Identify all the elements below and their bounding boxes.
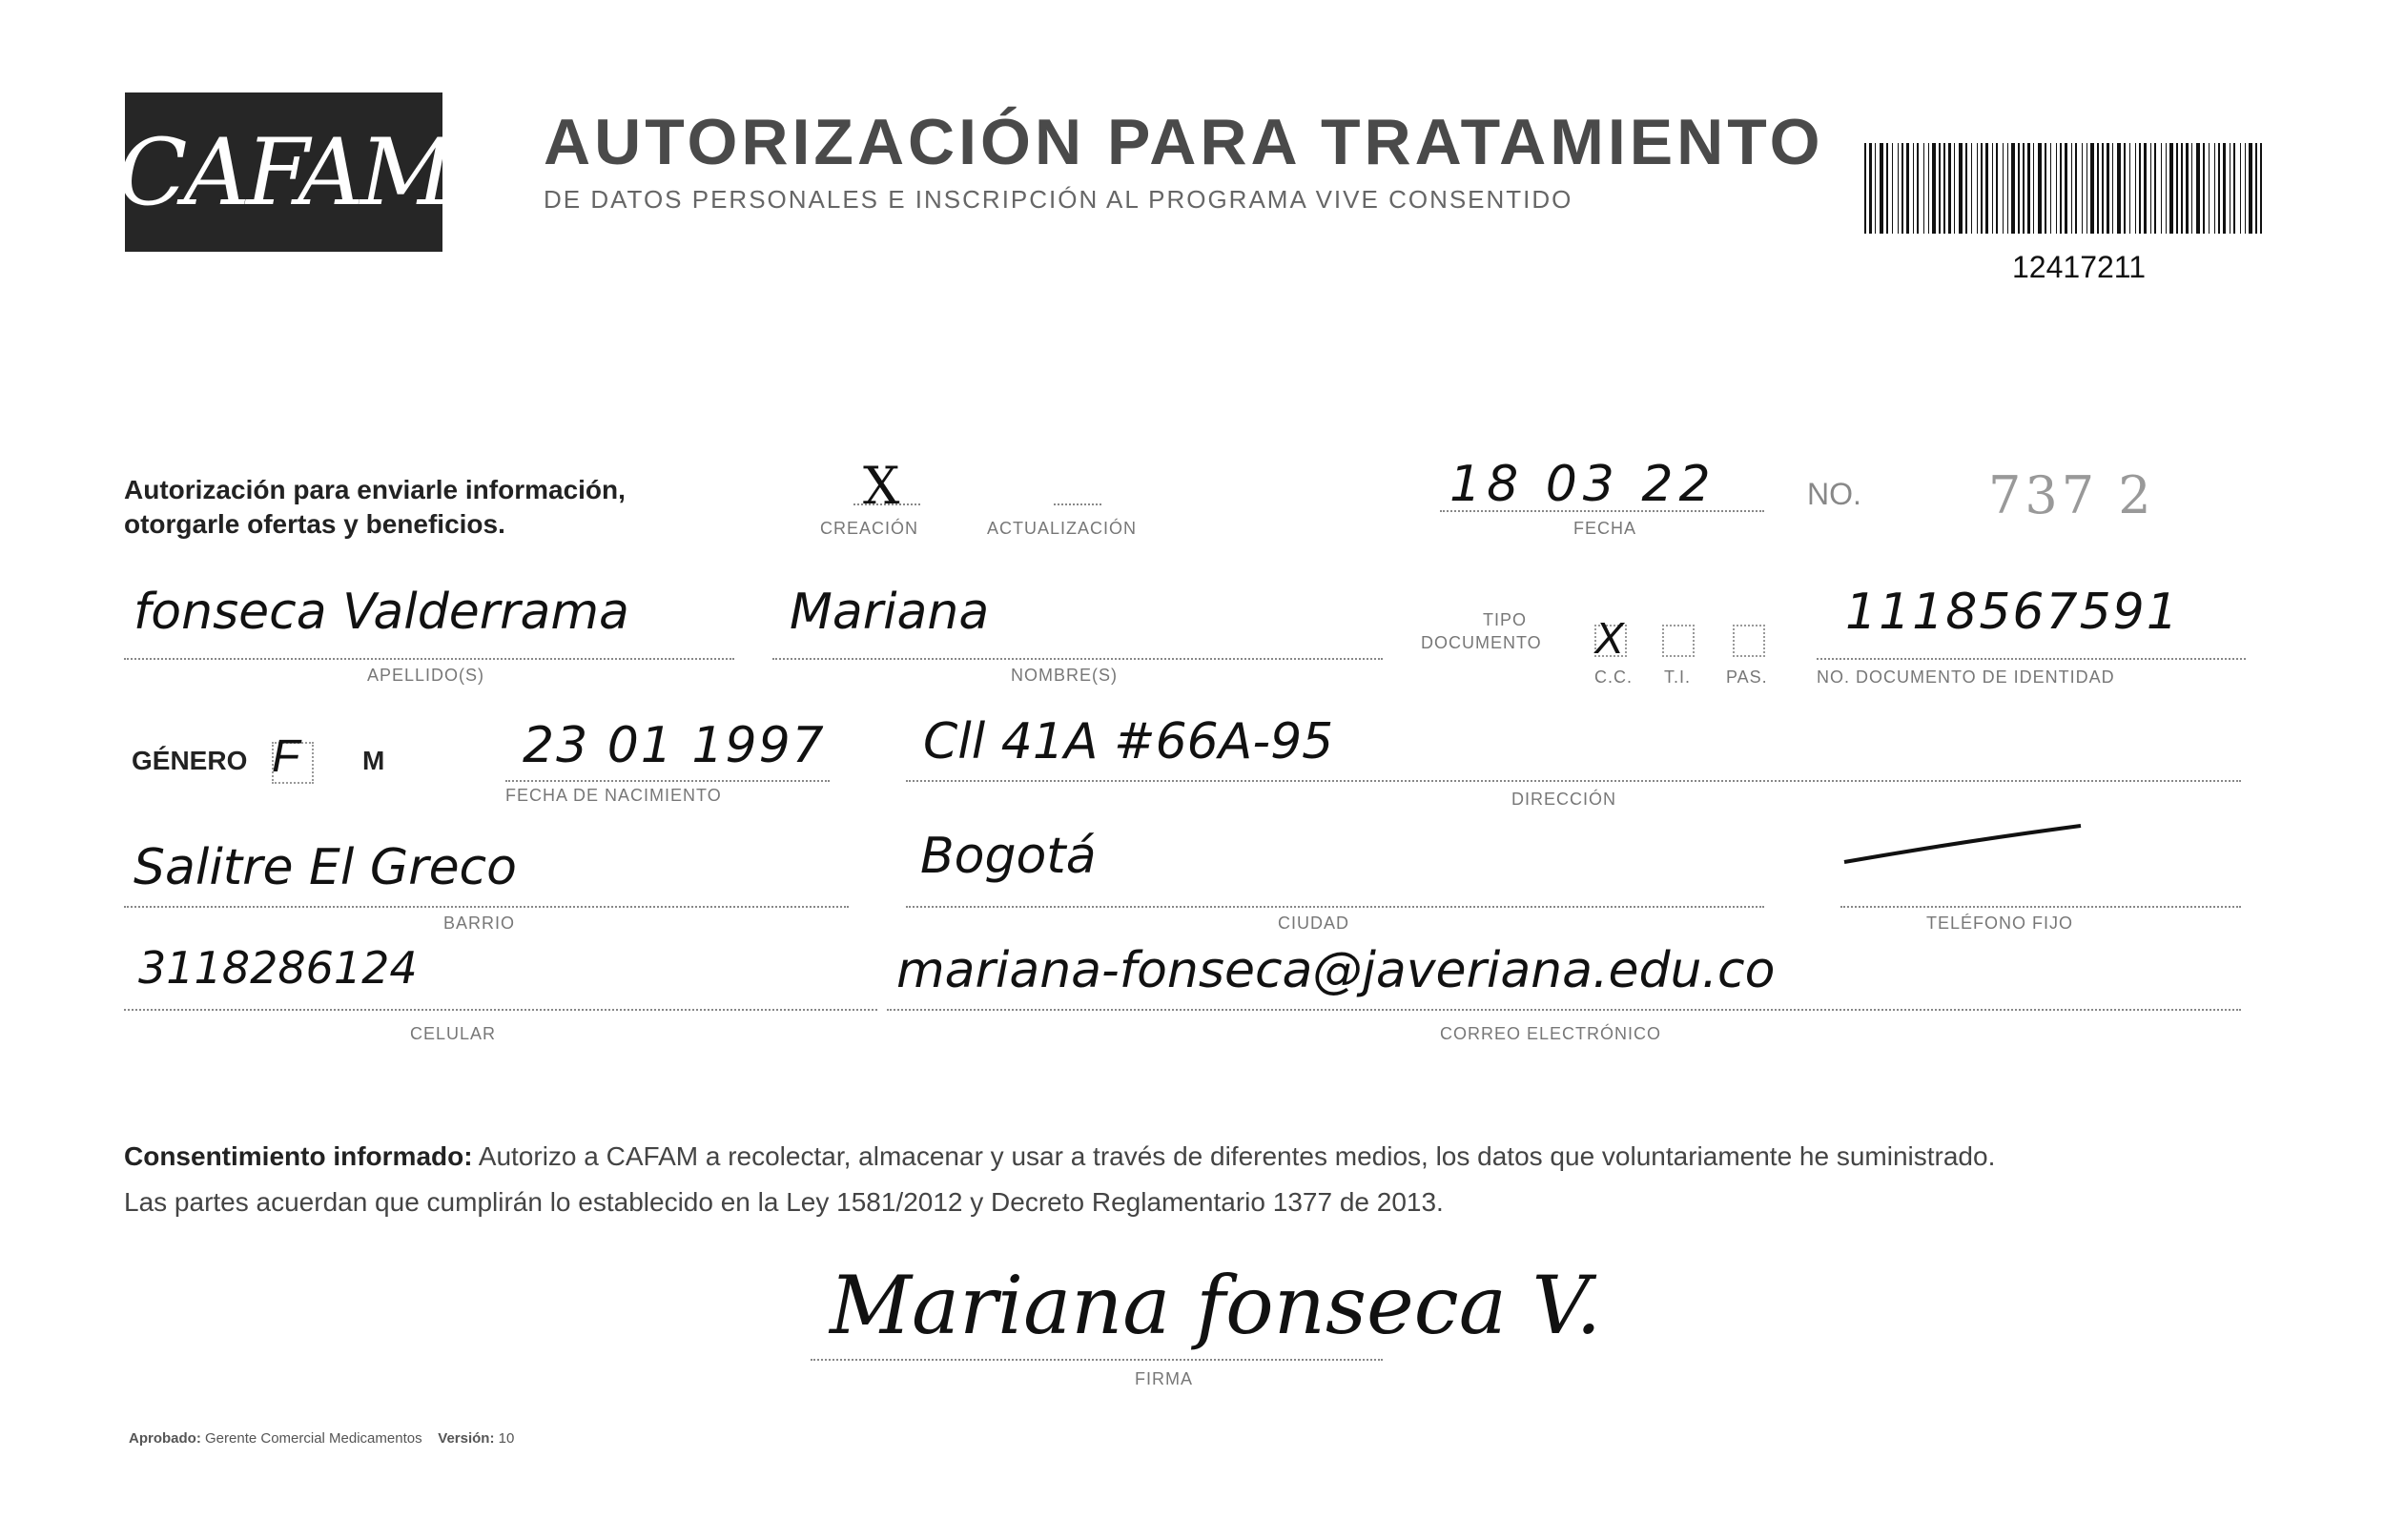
barcode-bar xyxy=(1913,143,1914,234)
barcode-bar xyxy=(1996,143,1998,234)
barrio-label: BARRIO xyxy=(443,914,516,933)
creacion-label: CREACIÓN xyxy=(820,519,919,538)
barcode-bar xyxy=(2007,143,2008,234)
creacion-line xyxy=(853,503,920,505)
barcode-bar xyxy=(2176,143,2178,234)
cafam-logo: CAFAM xyxy=(125,92,442,252)
barcode-bar xyxy=(2245,143,2246,234)
barcode-bar xyxy=(2075,143,2077,234)
barcode-bar xyxy=(2196,143,2200,234)
no-value: 737 2 xyxy=(1988,465,2155,525)
form-subtitle: DE DATOS PERSONALES E INSCRIPCIÓN AL PROGRAMA VIVE CONSENTIDO xyxy=(544,185,1573,214)
barcode-bar xyxy=(2209,143,2210,234)
signature: Mariana fonseca V. xyxy=(830,1259,1602,1352)
barcode-bar xyxy=(1981,143,1983,234)
footer-aprobado xyxy=(129,1430,514,1447)
barcode-bar xyxy=(1954,143,1955,234)
ciudad-value: Bogotá xyxy=(920,828,1097,885)
m-label: M xyxy=(362,746,385,775)
barcode-bar xyxy=(2154,143,2156,234)
cc-label: C.C. xyxy=(1594,667,1633,687)
barcode-bar xyxy=(1880,143,1883,234)
aprobado-value: Gerente Comercial Medicamentos xyxy=(205,1430,422,1447)
barcode-bar xyxy=(2060,143,2062,234)
barcode-bar xyxy=(2003,143,2004,234)
barcode-bar xyxy=(1892,143,1893,234)
barcode-bar xyxy=(2203,143,2205,234)
actualizacion-label: ACTUALIZACIÓN xyxy=(987,519,1138,538)
barcode-bar xyxy=(2260,143,2262,234)
barcode-bar xyxy=(2139,143,2141,234)
apellidos-value: fonseca Valderrama xyxy=(134,584,629,641)
doc-number-label: NO. DOCUMENTO DE IDENTIDAD xyxy=(1817,667,2115,687)
fecha-line xyxy=(1440,510,1764,512)
barcode-bar xyxy=(2255,143,2257,234)
barcode-bar xyxy=(2117,143,2121,234)
barcode-bar xyxy=(2191,143,2192,234)
doc-number-value: 1118567591 xyxy=(1845,584,2180,641)
birth-line xyxy=(505,780,830,782)
no-label: NO. xyxy=(1807,477,1861,511)
barcode-bar xyxy=(2097,143,2099,234)
f-mark: F xyxy=(272,731,300,782)
barcode-bar xyxy=(2161,143,2162,234)
barcode-bar xyxy=(1959,143,1963,234)
ti-checkbox xyxy=(1662,625,1695,657)
barcode-bar xyxy=(1932,143,1936,234)
signature-line xyxy=(811,1359,1383,1361)
barcode-bar xyxy=(1901,143,1903,234)
barcode-bar xyxy=(2102,143,2104,234)
barcode-bar xyxy=(1928,143,1929,234)
barcode-bar xyxy=(2166,143,2167,234)
nombres-value: Mariana xyxy=(790,584,990,641)
ti-label: T.I. xyxy=(1664,667,1692,687)
address-line xyxy=(906,780,2241,782)
email-label: CORREO ELECTRÓNICO xyxy=(1440,1024,1662,1043)
address-label: DIRECCIÓN xyxy=(1511,790,1617,809)
barcode-bar xyxy=(2112,143,2113,234)
barcode-bar xyxy=(1939,143,1941,234)
version-label: Versión: xyxy=(438,1430,495,1447)
actualizacion-line xyxy=(1054,503,1101,505)
barcode-bar xyxy=(1917,143,1919,234)
barcode-bar xyxy=(2214,143,2215,234)
barcode-bar xyxy=(2071,143,2072,234)
celular-label: CELULAR xyxy=(410,1024,497,1043)
celular-line xyxy=(124,1009,877,1011)
tipo-doc-label-1: TIPO xyxy=(1483,610,1528,629)
barcode-bar xyxy=(1923,143,1924,234)
barcode-bar xyxy=(2144,143,2147,234)
barcode-bar xyxy=(2135,143,2136,234)
barcode-bar xyxy=(2129,143,2130,234)
barcode-bar xyxy=(2181,143,2183,234)
form-title: AUTORIZACIÓN PARA TRATAMIENTO xyxy=(544,106,1824,178)
birth-label: FECHA DE NACIMIENTO xyxy=(505,786,722,805)
barcode-bar xyxy=(1943,143,1945,234)
barcode-bar xyxy=(1971,143,1972,234)
barcode xyxy=(1864,143,2263,234)
fecha-label: FECHA xyxy=(1573,519,1637,538)
barcode-bar xyxy=(1985,143,1988,234)
fecha-value: 18 03 22 xyxy=(1449,456,1716,513)
ciudad-line xyxy=(906,906,1764,908)
barcode-bar xyxy=(1906,143,1909,234)
authorization-label-2: otorgarle ofertas y beneficios. xyxy=(124,509,505,539)
barcode-bar xyxy=(1869,143,1872,234)
apellidos-label: APELLIDO(S) xyxy=(367,666,485,685)
ciudad-label: CIUDAD xyxy=(1278,914,1350,933)
barcode-bar xyxy=(1948,143,1951,234)
consent-line-1 xyxy=(124,1133,2260,1181)
barrio-value: Salitre El Greco xyxy=(134,839,517,896)
apellidos-line xyxy=(124,658,734,660)
barcode-bar xyxy=(2038,143,2042,234)
pas-label: PAS. xyxy=(1726,667,1768,687)
barcode-bar xyxy=(2107,143,2109,234)
barcode-bar xyxy=(1977,143,1978,234)
barcode-bar xyxy=(1965,143,1967,234)
barcode-bar xyxy=(1864,143,1866,234)
barcode-bar xyxy=(2090,143,2094,234)
barcode-bar xyxy=(2218,143,2220,234)
birth-value: 23 01 1997 xyxy=(523,717,826,774)
barcode-bar xyxy=(1886,143,1888,234)
barcode-bar xyxy=(2033,143,2034,234)
barcode-bar xyxy=(2011,143,2015,234)
pas-checkbox xyxy=(1733,625,1765,657)
address-value: Cll 41A #66A-95 xyxy=(923,713,1334,770)
celular-value: 3118286124 xyxy=(138,942,418,994)
barcode-bar xyxy=(2124,143,2126,234)
barcode-bar xyxy=(2150,143,2151,234)
barcode-bar xyxy=(2056,143,2057,234)
authorization-label-1: Autorización para enviarle información, xyxy=(124,475,626,504)
barcode-bar xyxy=(2050,143,2051,234)
signature-label: FIRMA xyxy=(1135,1369,1193,1388)
barrio-line xyxy=(124,906,849,908)
barcode-bar xyxy=(1992,143,1993,234)
barcode-bar xyxy=(1898,143,1899,234)
barcode-bar xyxy=(2233,143,2235,234)
genero-label: GÉNERO xyxy=(132,746,248,775)
aprobado-label: Aprobado: xyxy=(129,1430,201,1447)
telefono-line xyxy=(1840,906,2241,908)
barcode-bar xyxy=(2240,143,2241,234)
barcode-bar xyxy=(2023,143,2025,234)
barcode-bar xyxy=(1875,143,1876,234)
nombres-label: NOMBRE(S) xyxy=(1011,666,1118,685)
telefono-label: TELÉFONO FIJO xyxy=(1926,914,2074,933)
cc-mark: X xyxy=(1594,613,1624,663)
consent-heading: Consentimiento informado: xyxy=(124,1141,473,1171)
barcode-bar xyxy=(2027,143,2030,234)
barcode-bar xyxy=(2249,143,2252,234)
telefono-strike-line xyxy=(1840,820,2088,877)
barcode-bar xyxy=(2169,143,2173,234)
barcode-bar xyxy=(2223,143,2226,234)
tipo-doc-label-2: DOCUMENTO xyxy=(1421,633,1542,652)
creacion-mark: X xyxy=(863,456,900,516)
barcode-bar xyxy=(2086,143,2087,234)
consent-text-2: Las partes acuerdan que cumplirán lo establecido en la Ley 1581/2012 y Decreto Reglamentario 1377 de 2013. xyxy=(124,1187,1444,1217)
email-value: mariana-fonseca@javeriana.edu.co xyxy=(896,942,1776,999)
barcode-bar xyxy=(2082,143,2083,234)
email-line xyxy=(887,1009,2241,1011)
version-value: 10 xyxy=(498,1430,515,1447)
barcode-number: 12417211 xyxy=(2012,250,2146,284)
nombres-line xyxy=(772,658,1383,660)
barcode-bar xyxy=(2065,143,2067,234)
barcode-bar xyxy=(2018,143,2020,234)
doc-number-line xyxy=(1817,658,2246,660)
barcode-bar xyxy=(2045,143,2046,234)
barcode-bar xyxy=(2186,143,2189,234)
consent-text-1: Autorizo a CAFAM a recolectar, almacenar y usar a través de diferentes medios, los datos que voluntariamente he suministrado. xyxy=(478,1141,1996,1171)
